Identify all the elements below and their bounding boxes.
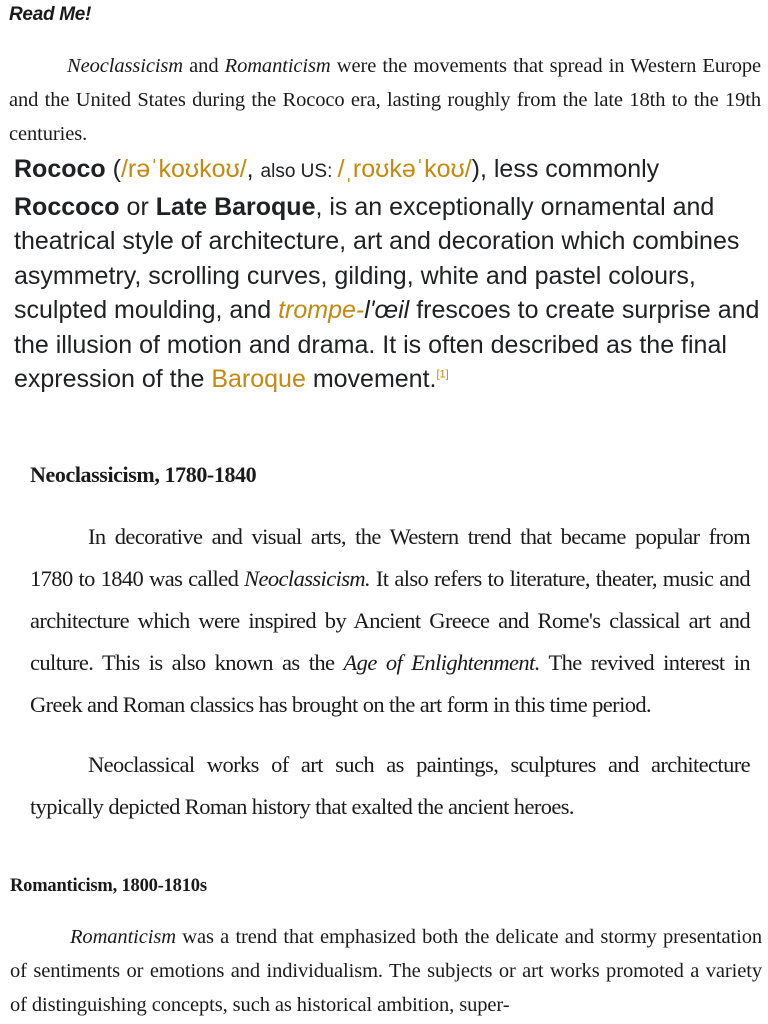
text: , is an exceptionally ornamental and theatrical style of architecture, art and decoration which combines asymmetry, scrolling curves, gilding, white and pastel colours, sculpted moulding, and [14, 192, 740, 324]
text: were the movements that spread in Western Europe and the United States during the Rococo era, lasting roughly from the late 18th to the 19th centuries. [9, 55, 761, 145]
term-romanticism: Romanticism [224, 55, 331, 77]
read-me-section [0, 0, 768, 148]
text: or [119, 192, 156, 221]
term-rococo: Rococo [14, 155, 106, 183]
term-roccoco: Roccoco [14, 192, 120, 221]
term-neoclassicism: Neoclassicism [67, 55, 183, 77]
text: It also refers to literature, theater, music and architecture which were inspired by Ancient Greece and Rome's classical art and culture. This is also known as the [30, 566, 750, 675]
romanticism-heading: Romanticism, 1800-1810s [10, 876, 207, 896]
neoclassicism-section [0, 450, 768, 850]
read-me-paragraph [9, 49, 761, 151]
neoclassicism-heading: Neoclassicism, 1780-1840 [30, 462, 257, 487]
rococo-definition-section [0, 152, 768, 438]
ipa-link[interactable]: /rəˈkoʊkoʊ/ [120, 155, 247, 183]
text: frescoes to create surprise and the illusion of motion and drama. It is often described as the final expression of the [14, 296, 760, 393]
term-neoclassicism: Neoclassicism. [244, 566, 371, 591]
term-age-of-enlightenment: Age of Enlightenment. [343, 650, 540, 675]
rococo-paragraph [14, 152, 762, 397]
read-me-title: Read Me! [9, 4, 92, 25]
trompe-loeil-link[interactable]: trompe- [278, 296, 365, 324]
text: , [246, 155, 261, 183]
term-late-baroque: Late Baroque [155, 192, 316, 221]
text: In decorative and visual arts, the Western trend that became popular from 1780 to 1840 was called [30, 524, 750, 591]
text: The revived interest in Greek and Roman classics has brought on the art form in this time period. [30, 650, 751, 717]
ipa-us-link[interactable]: /ˌroʊkəˈkoʊ/ [337, 155, 472, 183]
text: ), less commonly [471, 155, 660, 183]
text: movement. [305, 365, 437, 393]
romanticism-section [0, 866, 768, 1024]
baroque-link[interactable]: Baroque [211, 365, 306, 393]
text: was a trend that emphasized both the delicate and stormy presentation of sentiments or emotions and individualism. The subjects or art works promoted a variety of distinguishing concepts, such as historical ambition, super- [10, 926, 762, 1016]
romanticism-paragraph [10, 920, 762, 1022]
neoclassicism-paragraph-1 [30, 516, 750, 726]
term-romanticism: Romanticism [70, 926, 176, 948]
neoclassicism-paragraph-2: Neoclassical works of art such as paintings, sculptures and architecture typically depicted Roman history that exalted the ancient heroes. [30, 752, 750, 819]
trompe-loeil-rest: l'œil [364, 296, 410, 324]
text: and [183, 55, 225, 77]
reference-link[interactable]: [1] [436, 368, 449, 381]
text: ( [105, 155, 121, 183]
also-us-label: also US: [260, 161, 338, 182]
